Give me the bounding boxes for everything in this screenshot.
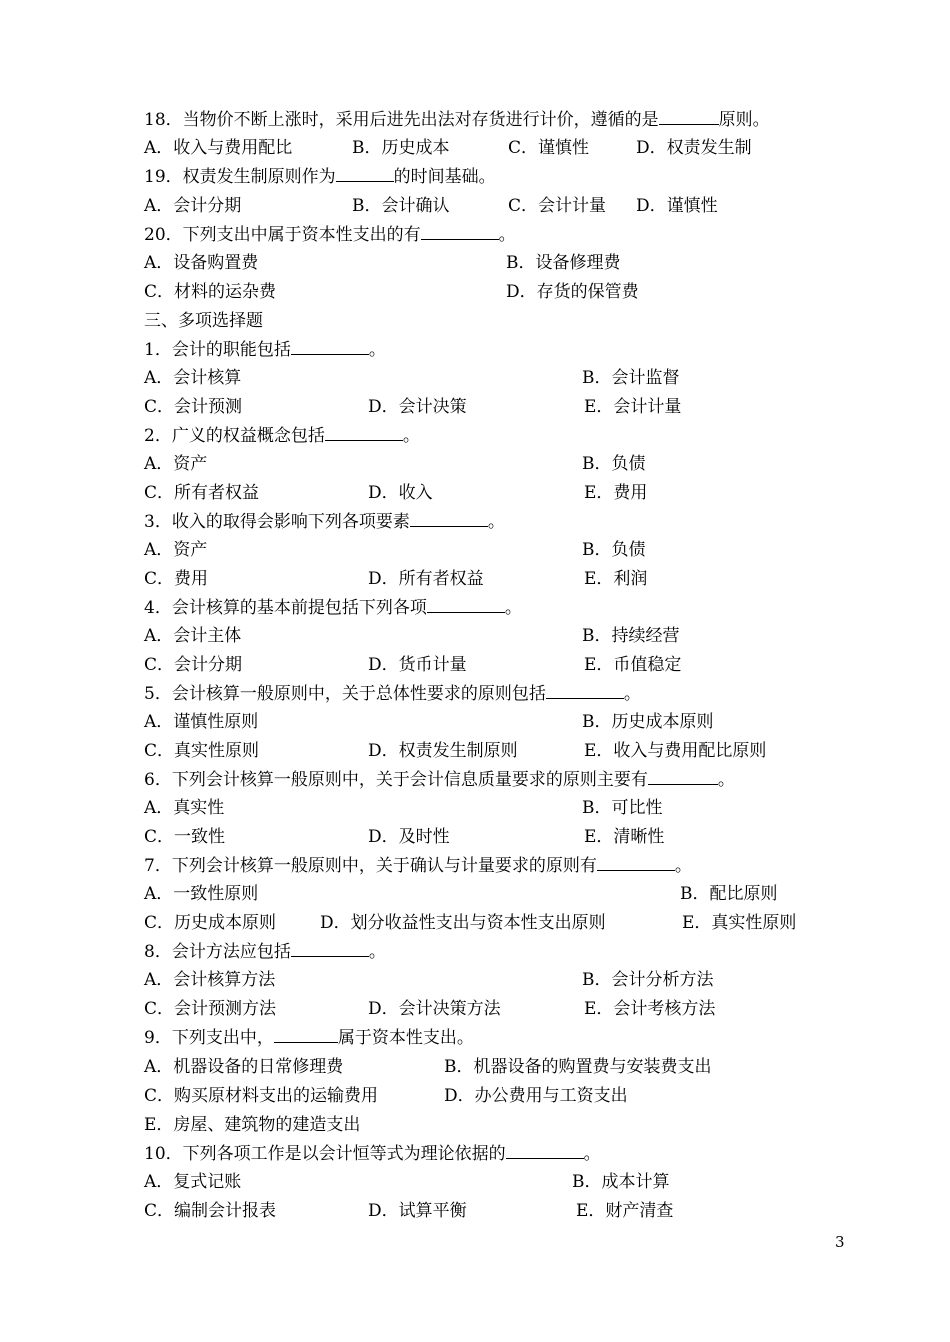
document-page: 18．当物价不断上涨时，采用后进先出法对存货进行计价，遵循的是 原则。 A．收入与费用配比 B．历史成本 C．谨慎性 D．权责发生制 19．权责发生制原则作为 的时间基础。 A．会计分期 B．会计确认 C．会计计量 D．谨慎性 20．下列支出中属于资本性支出的有 。 A．设备购置费 B．设备修理费 C．材料的运杂费 D．存货的保管费 三、多项选择题 1．会计的职能包括 。 A．会计核算 B．会计监督 C．会计预测 D．会计决策 E．会计计量 2．广义的权益概念包括 。 A．资产 B．负债 C．所有者权益 D．收入 E．费用 3．收入的取得会影响下列各项要素 。 A．资产 B．负债 C．费用 D．所有者权益 E．利润 4．会计核算的基本前提包括下列各项 。 A．会计主体 B．持续经营 C．会计分期 D．货币计量 E．币值稳定 5．会计核算一般原则中，关于总体性要求的原则包括 。 A．谨慎性原则 B．历史成本原则 C．真实性原则 D．权责发生制原则 E．收入与费用配比原则 6．下列会计核算一般原则中，关于会计信息质量要求的原则主要有 。 A．真实性 B．可比性 C．一致性 D．及时性 E．清晰性 7．下列会计核算一般原则中，关于确认与计量要求的原则有 。 A．一致性原则 B．配比原则 C．历史成本原则 D．划分收益性支出与资本性支出原则 E．真实性原则 8．会计方法应包括 。 A．会计核算方法 B．会计分析方法 C．会计预测方法 D．会计决策方法 E．会计考核方法 9．下列支出中， 属于资本性支出。 A．机器设备的日常修理费 B．机器设备的购置费与安装费支出 C．购买原材料支出的运输费用 D．办公费用与工资支出 E．房屋、建筑物的建造支出 10．下列各项工作是以会计恒等式为理论依据的 。 A．复式记账 B．成本计算 C．编制会计报表 D．试算平衡 E．财产清查 3 [0,0,950,1342]
answer-blank [325,422,403,441]
multi-question-1: 1．会计的职能包括 。 [144,336,386,364]
answer-blank [506,1140,584,1159]
answer-blank [648,766,718,785]
multi-question-8: 8．会计方法应包括 。 [144,938,386,966]
multi-question-6: 6．下列会计核算一般原则中，关于会计信息质量要求的原则主要有 。 [144,766,735,794]
multi-question-9: 9．下列支出中， 属于资本性支出。 [144,1024,474,1052]
multi-question-3: 3．收入的取得会影响下列各项要素 。 [144,508,505,536]
question-19: 19．权责发生制原则作为 的时间基础。 [144,163,496,191]
question-20: 20．下列支出中属于资本性支出的有 。 [144,221,516,249]
answer-blank [427,594,505,613]
section-title: 三、多项选择题 [144,311,263,331]
multi-question-7: 7．下列会计核算一般原则中，关于确认与计量要求的原则有 。 [144,852,692,880]
multi-question-2: 2．广义的权益概念包括 。 [144,422,420,450]
answer-blank [597,852,675,871]
question-18: 18．当物价不断上涨时，采用后进先出法对存货进行计价，遵循的是 原则。 [144,106,770,134]
multi-question-10: 10．下列各项工作是以会计恒等式为理论依据的 。 [144,1140,601,1168]
answer-blank [410,508,488,527]
answer-blank [336,163,394,182]
page-number: 3 [835,1233,845,1251]
multi-question-5: 5．会计核算一般原则中，关于总体性要求的原则包括 。 [144,680,641,708]
answer-blank [421,221,499,240]
answer-blank [274,1024,338,1043]
answer-blank [291,336,369,355]
answer-blank [291,938,369,957]
multi-question-4: 4．会计核算的基本前提包括下列各项 。 [144,594,522,622]
answer-blank [659,106,719,125]
answer-blank [546,680,624,699]
